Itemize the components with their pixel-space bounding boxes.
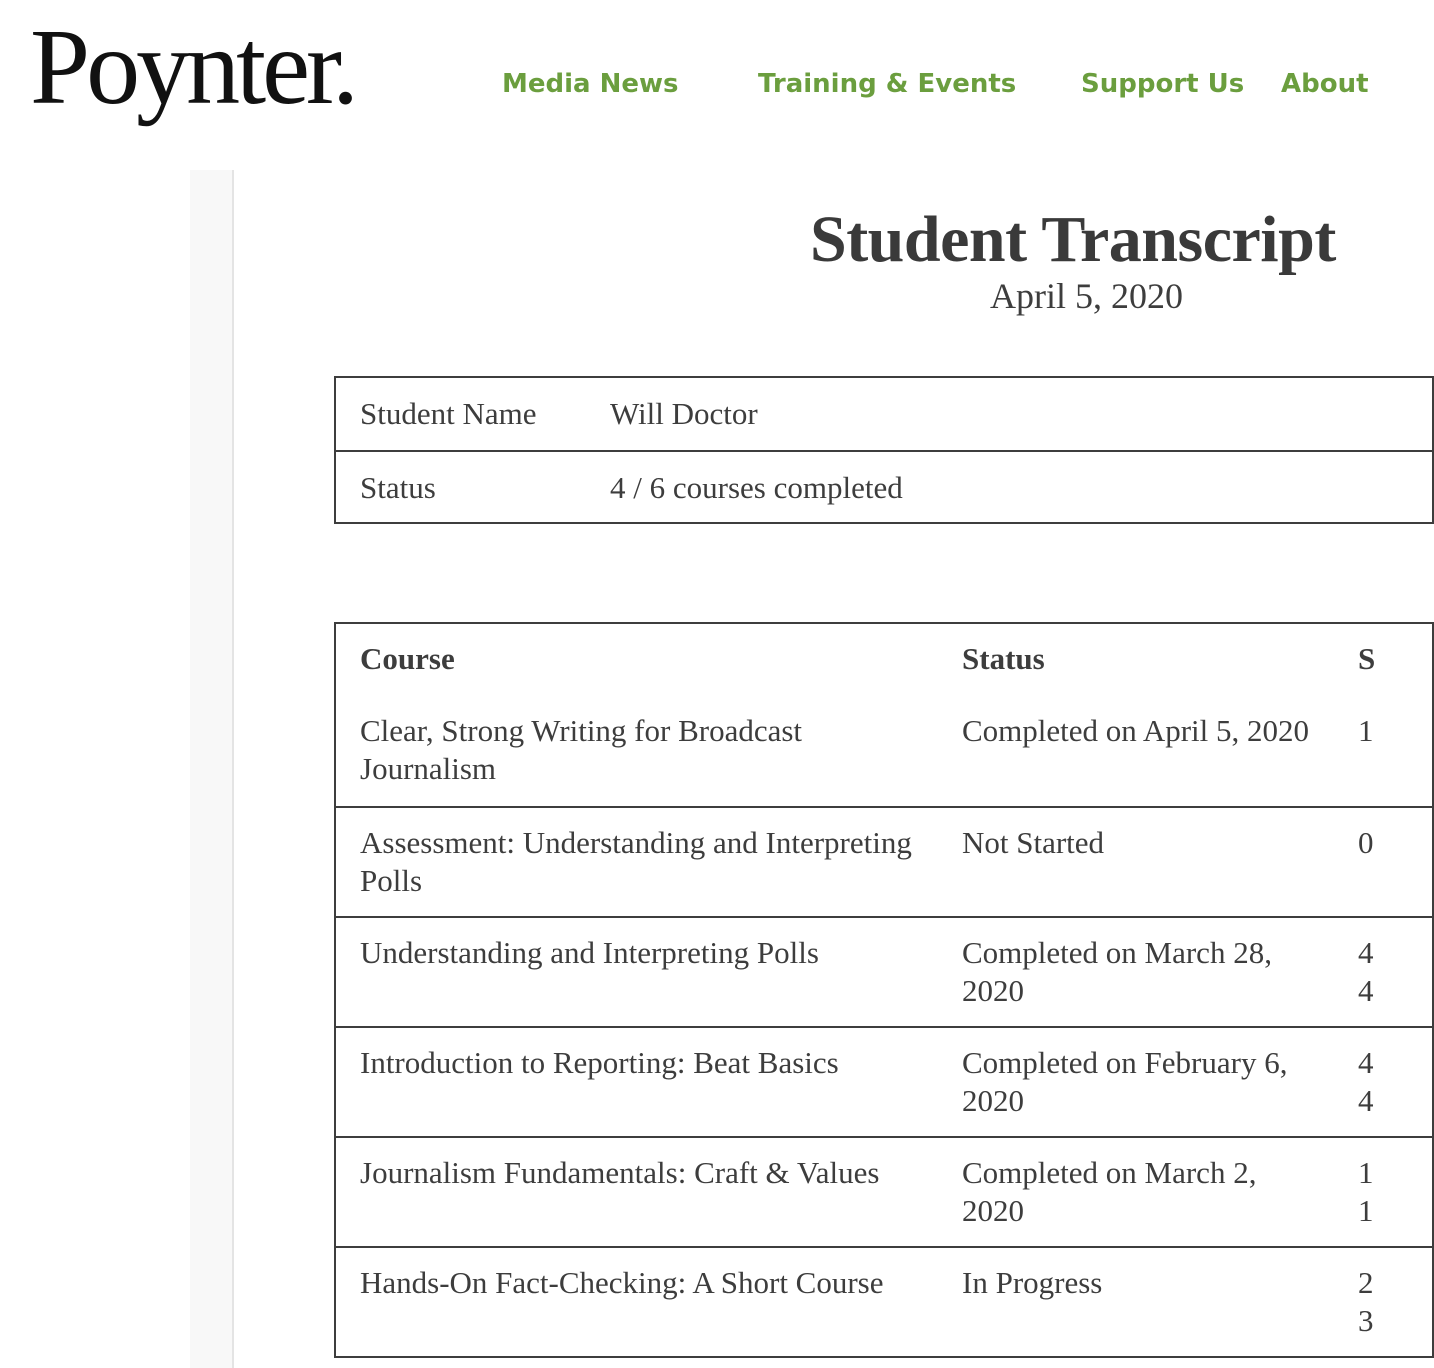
nav-support-us[interactable]: Support Us bbox=[1081, 69, 1245, 99]
nav-about[interactable]: About bbox=[1281, 69, 1369, 99]
course-score-cell: 2 3 bbox=[1358, 1265, 1374, 1338]
student-name-value: Will Doctor bbox=[610, 396, 758, 431]
course-name-cell: Assessment: Understanding and Interpreting Polls bbox=[360, 825, 912, 898]
table-row bbox=[336, 916, 1432, 1026]
poynter-logo[interactable]: Poynter. bbox=[30, 8, 356, 127]
column-header-course: Course bbox=[360, 641, 455, 676]
course-score-cell: 0 bbox=[1358, 825, 1374, 860]
course-name-cell: Journalism Fundamentals: Craft & Values bbox=[360, 1155, 880, 1190]
course-table bbox=[334, 622, 1434, 1358]
table-row bbox=[336, 1026, 1432, 1136]
student-status-row bbox=[336, 450, 1432, 522]
table-row bbox=[336, 1246, 1432, 1356]
student-info-table bbox=[334, 376, 1434, 524]
course-status-cell: Not Started bbox=[962, 825, 1105, 860]
course-status-cell: Completed on February 6, 2020 bbox=[962, 1045, 1288, 1118]
course-score-cell: 4 4 bbox=[1358, 1045, 1374, 1118]
course-score-cell: 1 1 bbox=[1358, 1155, 1374, 1228]
course-name-cell: Hands-On Fact-Checking: A Short Course bbox=[360, 1265, 884, 1300]
sidebar-strip bbox=[190, 170, 234, 1368]
course-status-cell: Completed on March 28, 2020 bbox=[962, 935, 1272, 1008]
course-rows bbox=[336, 696, 1432, 1356]
page-title: Student Transcript bbox=[810, 203, 1336, 276]
table-row bbox=[336, 696, 1432, 806]
column-header-score: S bbox=[1358, 641, 1376, 676]
student-status-value: 4 / 6 courses completed bbox=[610, 470, 903, 505]
course-status-cell: Completed on April 5, 2020 bbox=[962, 713, 1310, 748]
table-row bbox=[336, 806, 1432, 916]
column-header-status: Status bbox=[962, 641, 1045, 676]
course-score-cell: 4 4 bbox=[1358, 935, 1374, 1008]
nav-media-news[interactable]: Media News bbox=[502, 69, 679, 99]
course-score-cell: 1 bbox=[1358, 713, 1374, 748]
course-status-cell: Completed on March 2, 2020 bbox=[962, 1155, 1257, 1228]
course-name-cell: Understanding and Interpreting Polls bbox=[360, 935, 819, 970]
course-status-cell: In Progress bbox=[962, 1265, 1103, 1300]
site-header bbox=[0, 0, 1369, 170]
table-row bbox=[336, 1136, 1432, 1246]
student-name-label: Student Name bbox=[360, 396, 537, 431]
nav-training-events[interactable]: Training & Events bbox=[758, 69, 1017, 99]
student-name-row bbox=[336, 378, 1432, 450]
course-table-header bbox=[336, 624, 1432, 696]
course-name-cell: Clear, Strong Writing for Broadcast Journalism bbox=[360, 713, 803, 786]
course-name-cell: Introduction to Reporting: Beat Basics bbox=[360, 1045, 839, 1080]
transcript-date: April 5, 2020 bbox=[990, 276, 1183, 316]
student-status-label: Status bbox=[360, 470, 436, 505]
